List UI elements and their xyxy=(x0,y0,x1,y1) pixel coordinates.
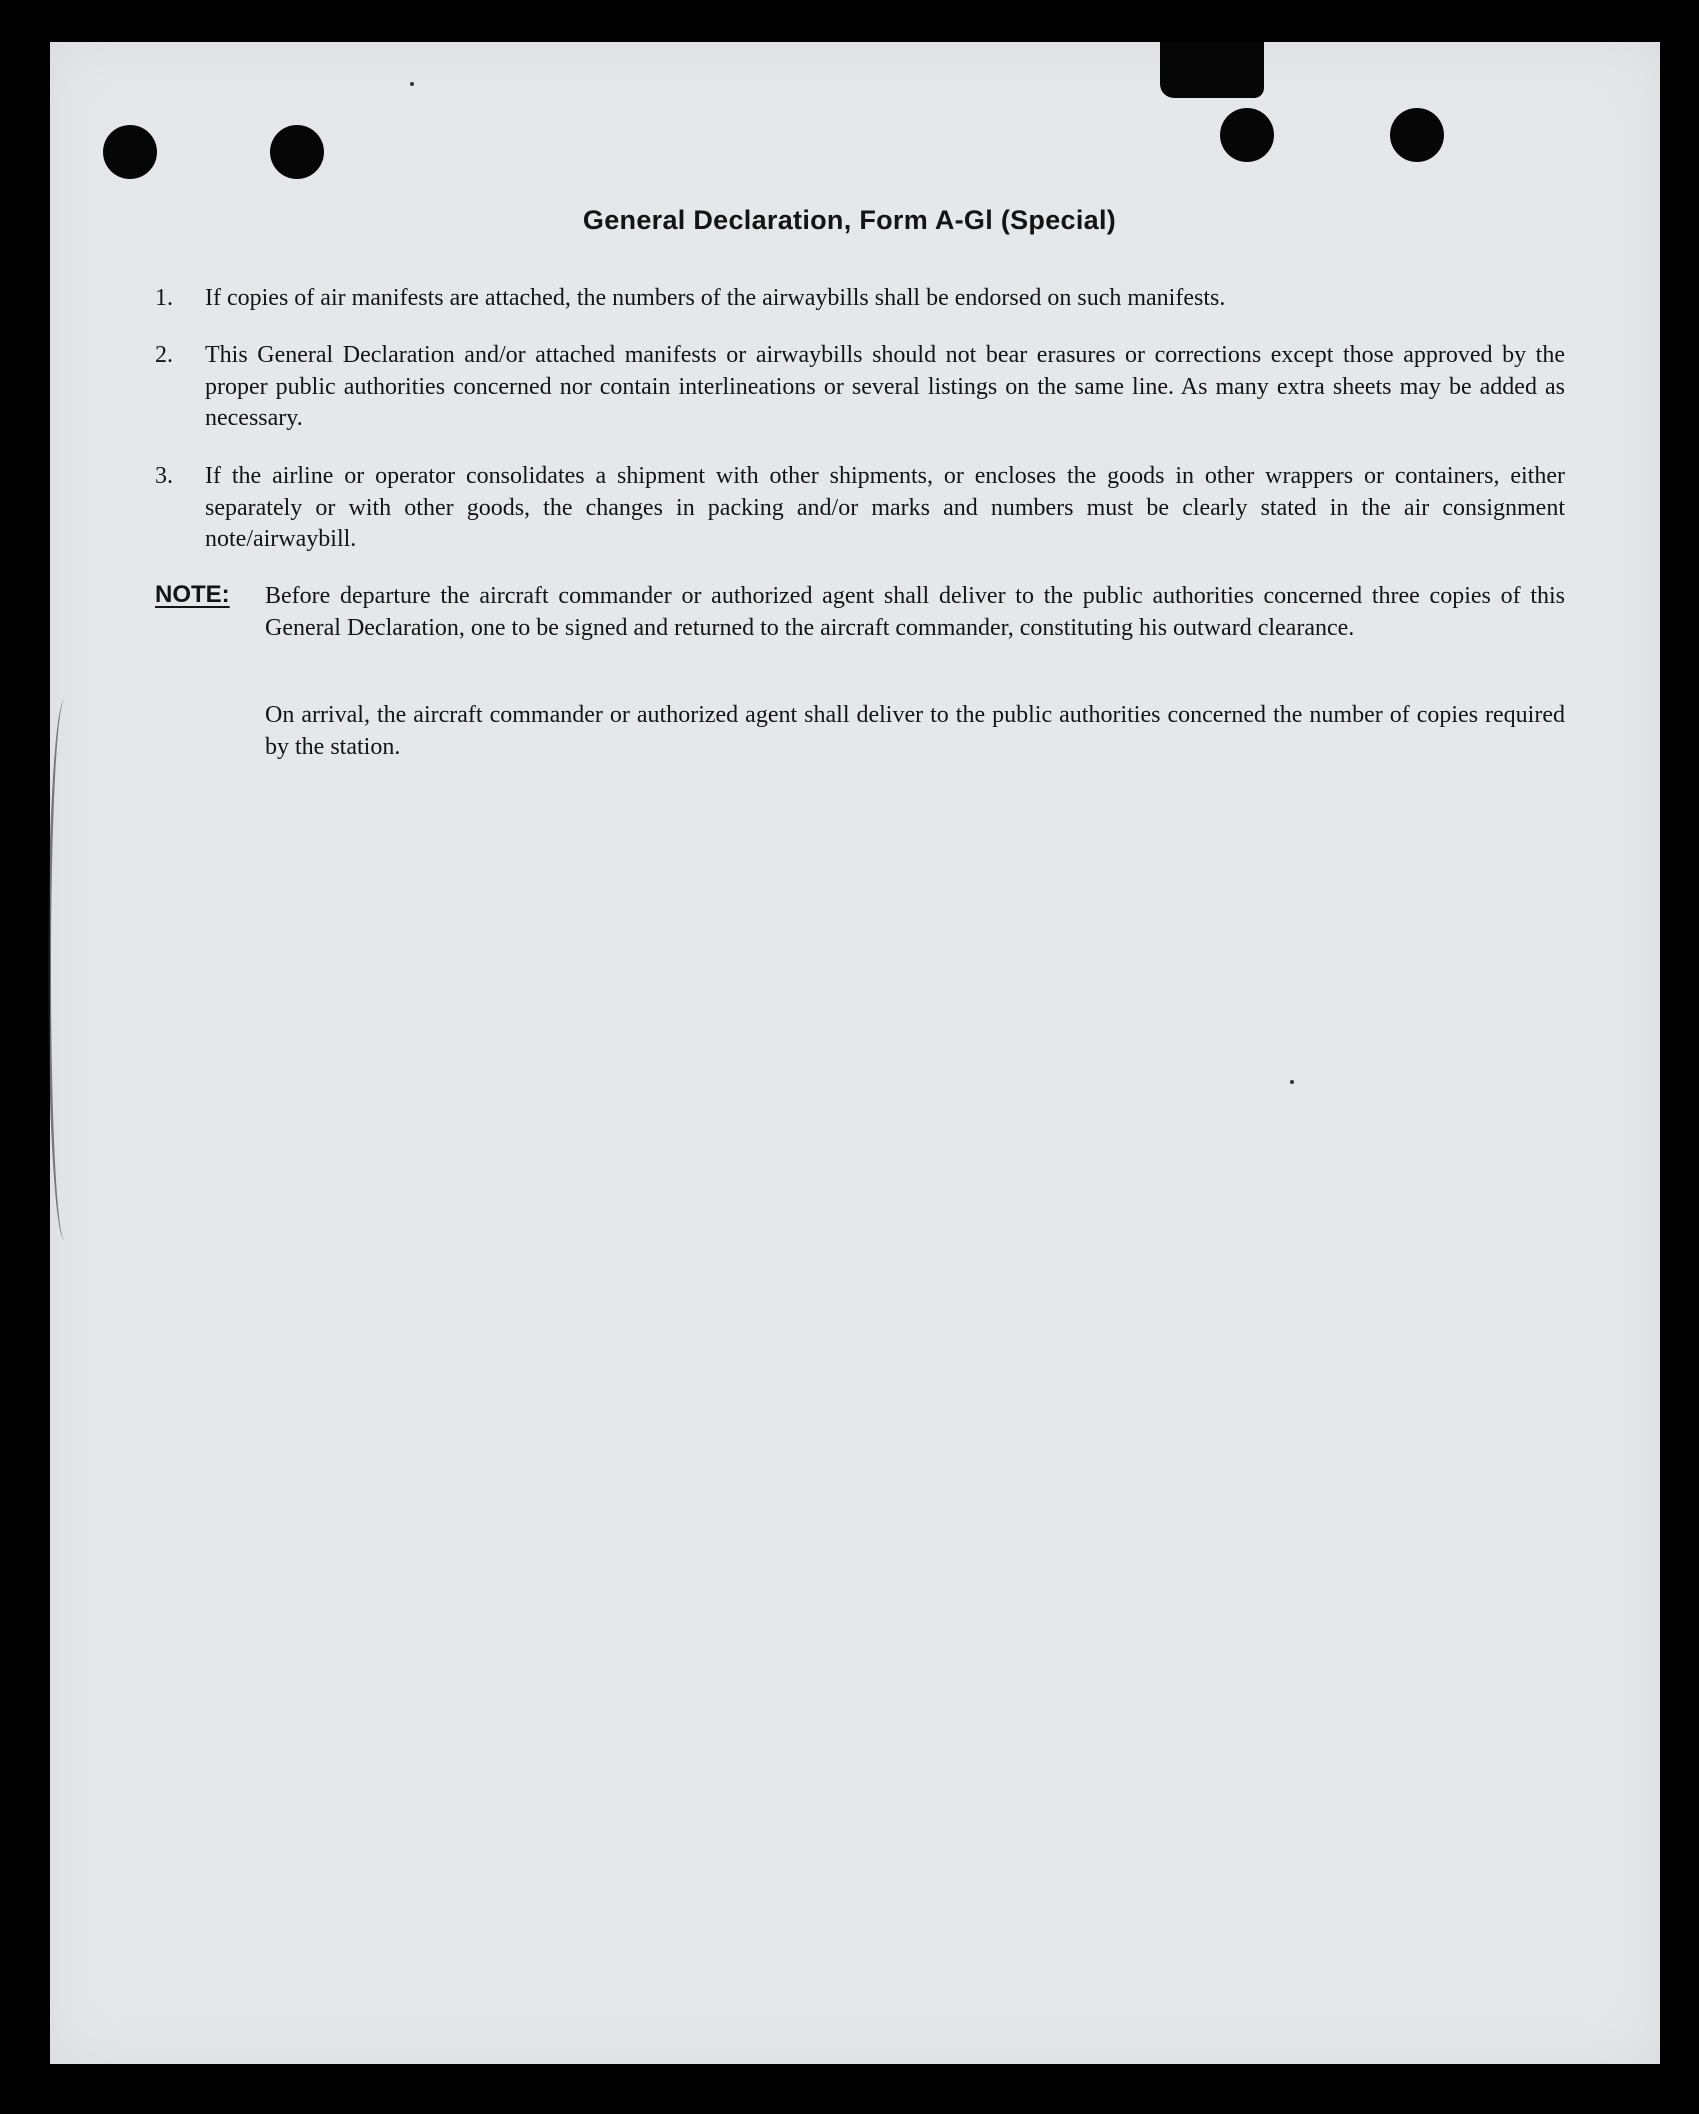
note-paragraph-2: On arrival, the aircraft commander or authorized agent shall deliver to the public authorities concerned the number of copies required by the station. xyxy=(265,702,1565,760)
punch-hole-left-2 xyxy=(270,125,324,179)
list-item-text: If copies of air manifests are attached, the numbers of the airwaybills shall be endorsed on such manifests. xyxy=(205,285,1226,311)
list-item-text: This General Declaration and/or attached manifests or airwaybills should not bear erasures or corrections except those approved by the proper public authorities concerned nor contain interlineations or several listings on the same line. As many extra sheets may be added as necessary. xyxy=(205,342,1565,431)
paper-speck xyxy=(1290,1080,1294,1084)
list-item-text: If the airline or operator consolidates a shipment with other shipments, or encloses the goods in other wrappers or containers, either separately or with other goods, the changes in packing and/or marks and numbers must be clearly stated in the air consignment note/airwaybill. xyxy=(205,463,1565,552)
list-item-number: 1. xyxy=(155,285,173,311)
punch-hole-left-1 xyxy=(103,125,157,179)
paper-tear-edge xyxy=(48,700,81,1240)
punch-hole-right-2 xyxy=(1390,108,1444,162)
punched-notch xyxy=(1160,42,1264,98)
paper-speck xyxy=(410,82,414,86)
list-item-number: 3. xyxy=(155,463,173,489)
note-label: NOTE: xyxy=(155,581,230,608)
note-paragraph-1: Before departure the aircraft commander or authorized agent shall deliver to the public authorities concerned three copies of this General Declaration, one to be signed and returned to the aircraft commander, constituting his outward clearance. xyxy=(265,583,1565,641)
list-item-number: 2. xyxy=(155,342,173,368)
document-title: General Declaration, Form A-Gl (Special) xyxy=(582,205,1117,235)
punch-hole-right-1 xyxy=(1220,108,1274,162)
